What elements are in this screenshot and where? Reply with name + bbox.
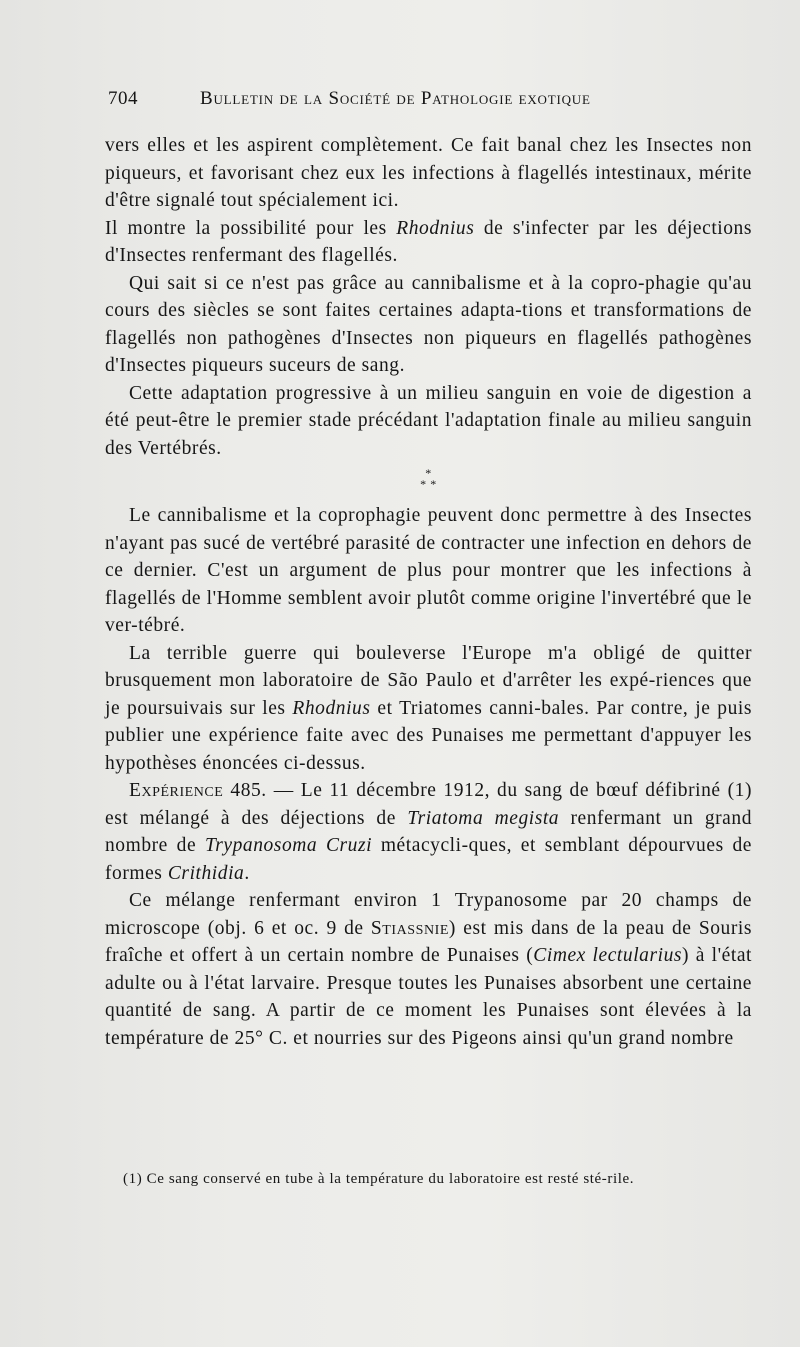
text-run: Il montre la possibilité pour les [105,217,397,239]
separator-star-bottom: * * [420,477,437,491]
running-title: Bulletin de la Société de Pathologie exotique [200,88,591,109]
paragraph: Cette adaptation progressive à un milieu sanguin en voie de digestion a été peut-être le premier stade précédant l'adaptation finale au milieu sanguin des Vertébrés. [105,382,752,459]
species-name: Rhodnius [292,697,371,719]
text-run: métacycli-ques, et semblant dépourvues de formes [105,835,752,884]
text-run: de s'infecter par les déjections d'Insectes renfermant des flagellés. [105,217,752,266]
text-run: et Triatomes canni-bales. Par contre, je puis publier une expérience faite avec des Punaises me permettant d'appuyer les hypothèses énoncées ci-dessus. [105,697,752,774]
species-name: Trypanosoma Cruzi [204,835,373,856]
footnote: (1) Ce sang conservé en tube à la température du laboratoire est resté sté-rile. [123,1171,635,1187]
section-separator [105,468,752,490]
paragraph [105,215,752,270]
separator-star-top: * [425,466,432,480]
text-run: 485. — Le 11 décembre 1912, du sang de bœuf défibriné (1) est mélangé à des déjections de [105,780,752,829]
text-run: La terrible guerre qui bouleverse l'Europe m'a obligé de quitter brusquement mon laboratoire de São Paulo et d'arrêter les expé-riences que je poursuivais sur les [105,642,752,719]
text-run: Ce mélange renfermant environ 1 Trypanosome par 20 champs de microscope (obj. 6 et oc. 9 de [105,890,752,939]
page-header [108,88,668,118]
text-run: ) à l'état adulte ou à l'état larvaire. Presque toutes les Punaises absorbent une certaine quantité de sang. A partir de ce moment les Punaises sont élevées à la température de 25° C. et nourries sur des Pigeons ainsi qu'un grand nombre [105,945,753,1049]
species-name: Triatoma megista [407,807,560,829]
paragraph [105,887,752,1052]
page-number: 704 [108,88,138,109]
text-run: ) est mis dans de la peau de Souris fraîche et offert à un certain nombre de Punaises ( [105,917,752,966]
paragraph: Le cannibalisme et la coprophagie peuvent donc permettre à des Insectes n'ayant pas sucé de vertébré parasité de contracter une infection en dehors de ce dernier. C'est un argument de plus pour montrer que les infections à flagellés de l'Homme semblent avoir plutôt comme origine l'invertébré que le ver-tébré. [105,505,752,636]
author-name: Stiassnie [370,917,449,939]
experience-paragraph [105,777,752,887]
text-run: renfermant un grand nombre de [105,807,752,856]
paragraph: Qui sait si ce n'est pas grâce au cannibalisme et à la copro-phagie qu'au cours des siècles se sont faites certaines adapta-tions et transformations de flagellés non pathogènes d'Insectes non piqueurs en flagellés pathogènes d'Insectes piqueurs suceurs de sang. [105,272,752,376]
body-text [105,132,752,1052]
species-name: Rhodnius [396,217,475,239]
text-run: . [244,862,250,884]
species-name: Crithidia [167,862,245,884]
species-name: Cimex lectularius [533,945,683,966]
experience-label: Expérience [129,780,224,801]
paragraph [105,640,752,778]
paragraph: vers elles et les aspirent complètement. Ce fait banal chez les Insectes non piqueurs, et favorisant chez eux les infections à flagellés intestinaux, mérite d'être signalé tout spécialement ici. [105,135,752,211]
